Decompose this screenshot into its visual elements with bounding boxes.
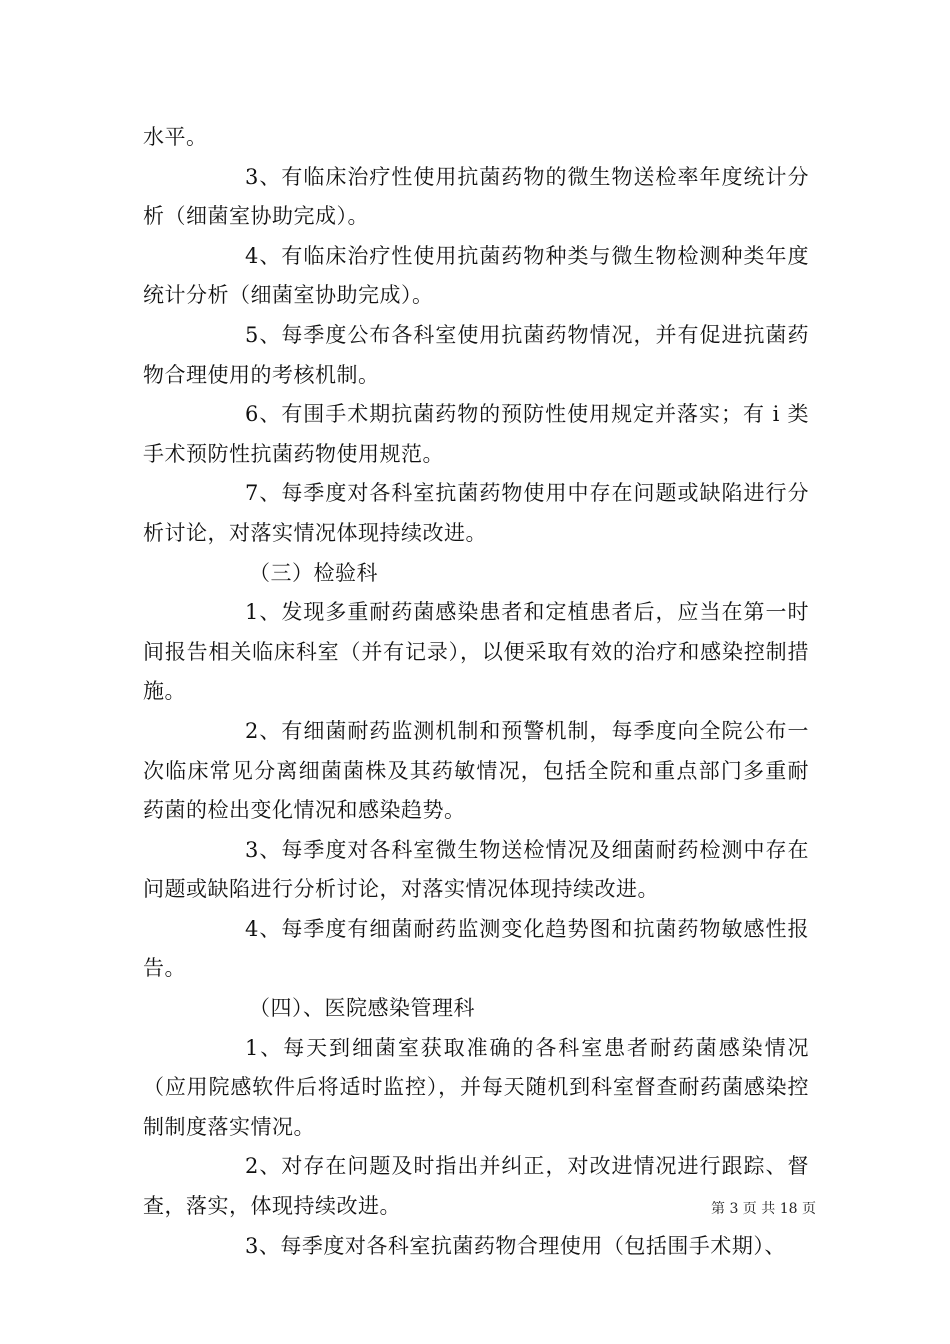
document-body xyxy=(143,118,809,1266)
paragraph: 3、有临床治疗性使用抗菌药物的微生物送检率年度统计分析（细菌室协助完成）。 xyxy=(143,164,809,229)
paragraph: 7、每季度对各科室抗菌药物使用中存在问题或缺陷进行分析讨论，对落实情况体现持续改进。 xyxy=(143,481,809,545)
page-number: 第 3 页 共 18 页 xyxy=(711,1201,816,1217)
paragraph: 1、每天到细菌室获取准确的各科室患者耐药菌感染情况（应用院感软件后将适时监控），并每天随机到科室督查耐药菌感染控制制度落实情况。 xyxy=(143,1035,809,1139)
paragraph: 2、有细菌耐药监测机制和预警机制，每季度向全院公布一次临床常见分离细菌菌株及其药敏情况，包括全院和重点部门多重耐药菌的检出变化情况和感染趋势。 xyxy=(143,718,809,823)
paragraph: 3、每季度对各科室微生物送检情况及细菌耐药检测中存在问题或缺陷进行分析讨论，对落实情况体现持续改进。 xyxy=(143,837,809,902)
section-heading: （三）检验科 xyxy=(249,560,378,585)
paragraph: 4、每季度有细菌耐药监测变化趋势图和抗菌药物敏感性报告。 xyxy=(143,916,809,981)
section-heading: （四）、医院感染管理科 xyxy=(249,996,475,1021)
paragraph: 4、有临床治疗性使用抗菌药物种类与微生物检测种类年度统计分析（细菌室协助完成）。 xyxy=(143,243,809,308)
paragraph: 3、每季度对各科室抗菌药物合理使用（包括围手术期）、 xyxy=(245,1233,786,1258)
paragraph: 1、发现多重耐药菌感染患者和定植患者后，应当在第一时间报告相关临床科室（并有记录），以便采取有效的治疗和感染控制措施。 xyxy=(143,600,809,704)
paragraph: 5、每季度公布各科室使用抗菌药物情况，并有促进抗菌药物合理使用的考核机制。 xyxy=(143,322,809,387)
paragraph: 水平。 xyxy=(143,125,208,149)
paragraph: 6、有围手术期抗菌药物的预防性使用规定并落实；有 i 类手术预防性抗菌药物使用规范。 xyxy=(143,402,809,466)
paragraph: 2、对存在问题及时指出并纠正，对改进情况进行跟踪、督查，落实，体现持续改进。 xyxy=(143,1154,809,1219)
